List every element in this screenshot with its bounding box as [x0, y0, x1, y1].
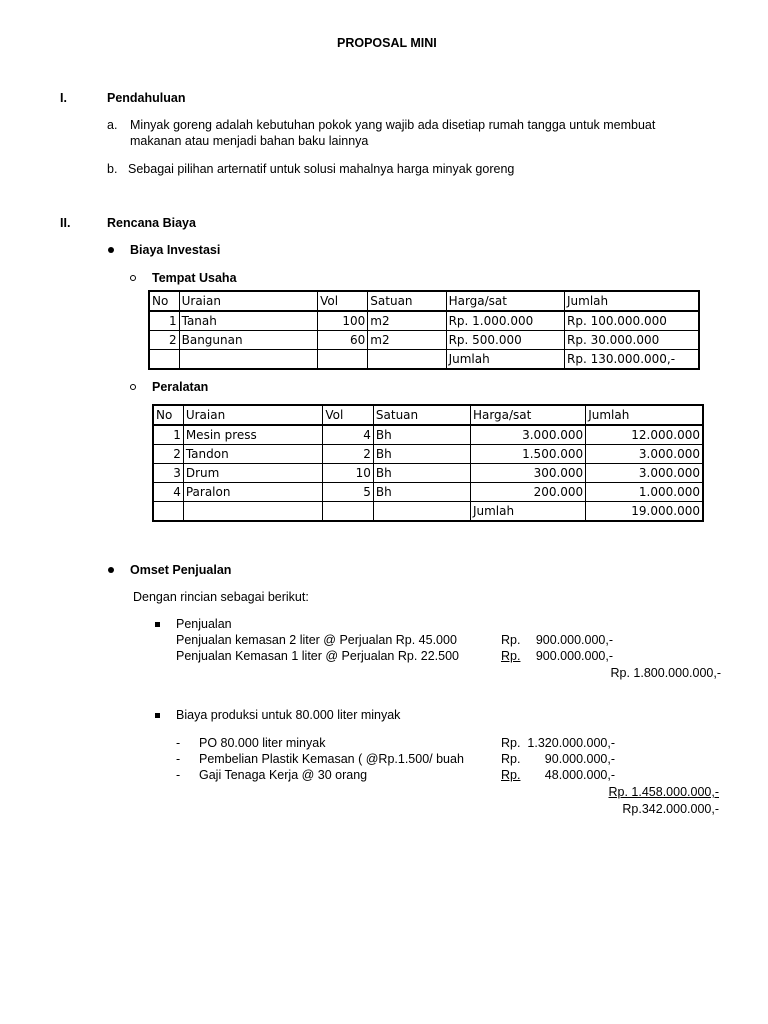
header-uraian: Uraian: [179, 291, 318, 311]
header-uraian: Uraian: [183, 405, 323, 425]
cell-jumlah: 3.000.000: [586, 464, 703, 483]
square-bullet-icon: [155, 622, 160, 627]
cell-no: 4: [153, 483, 183, 502]
bullet-icon: [108, 567, 114, 573]
header-no: No: [149, 291, 179, 311]
penjualan-line1-rp: Rp.: [501, 633, 521, 647]
page-title: PROPOSAL MINI: [337, 36, 437, 50]
item-a-line2: makanan atau menjadi bahan baku lainnya: [130, 134, 369, 148]
table-row: [149, 331, 699, 350]
cell-satuan: Bh: [373, 483, 470, 502]
produksi-item-rp: Rp.: [501, 736, 521, 750]
section-2-heading: Rencana Biaya: [107, 216, 196, 230]
header-vol: Vol: [318, 291, 368, 311]
bullet-icon: [108, 247, 114, 253]
cell-uraian: Tanah: [179, 311, 318, 331]
header-satuan: Satuan: [368, 291, 446, 311]
biaya-investasi-heading: Biaya Investasi: [130, 243, 221, 257]
produksi-item-text: Gaji Tenaga Kerja @ 30 orang: [199, 768, 368, 782]
table-row: [153, 425, 703, 445]
header-satuan: Satuan: [373, 405, 470, 425]
header-harga: Harga/sat: [470, 405, 585, 425]
section-1-number: I.: [60, 91, 67, 105]
header-no: No: [153, 405, 183, 425]
omset-intro: Dengan rincian sebagai berikut:: [133, 590, 309, 604]
cell-vol: 5: [323, 483, 374, 502]
produksi-item-text: Pembelian Plastik Kemasan ( @Rp.1.500/ buah: [199, 752, 464, 766]
cell-uraian: Paralon: [183, 483, 323, 502]
cell-no: 3: [153, 464, 183, 483]
cell-harga: Rp. 1.000.000: [446, 311, 564, 331]
peralatan-heading: Peralatan: [152, 380, 209, 394]
circle-bullet-icon: [130, 384, 136, 390]
produksi-item-value: 90.000.000,-: [544, 752, 615, 766]
cell-harga: 1.500.000: [470, 445, 585, 464]
penjualan-line1-value: 900.000.000,-: [535, 633, 613, 647]
header-jumlah: Jumlah: [586, 405, 703, 425]
cell-harga: 300.000: [470, 464, 585, 483]
item-b-text: Sebagai pilihan arternatif untuk solusi mahalnya harga minyak goreng: [128, 162, 515, 176]
header-jumlah: Jumlah: [564, 291, 699, 311]
table-row: [153, 483, 703, 502]
penjualan-line2-amount: [501, 648, 613, 664]
omset-heading: Omset Penjualan: [130, 563, 232, 577]
tempat-usaha-table: [148, 290, 700, 370]
produksi-item-value: 1.320.000.000,-: [527, 736, 615, 750]
penjualan-label: Penjualan: [176, 617, 232, 631]
total-value: 19.000.000: [586, 502, 703, 522]
table-header-row: [149, 291, 699, 311]
produksi-item-amount: [501, 767, 615, 783]
item-a-line1: Minyak goreng adalah kebutuhan pokok yang wajib ada disetiap rumah tangga untuk membuat: [130, 118, 656, 132]
produksi-heading: Biaya produksi untuk 80.000 liter minyak: [176, 708, 401, 722]
square-bullet-icon: [155, 713, 160, 718]
total-value: Rp. 130.000.000,-: [564, 350, 699, 370]
cell-jumlah: 1.000.000: [586, 483, 703, 502]
section-1-heading: Pendahuluan: [107, 91, 186, 105]
peralatan-table: [152, 404, 704, 522]
cell-vol: 4: [323, 425, 374, 445]
cell-harga: Rp. 500.000: [446, 331, 564, 350]
table-row: [149, 311, 699, 331]
total-label: Jumlah: [470, 502, 585, 522]
cell-vol: 2: [323, 445, 374, 464]
header-harga: Harga/sat: [446, 291, 564, 311]
tempat-usaha-heading: Tempat Usaha: [152, 271, 237, 285]
penjualan-line2-value: 900.000.000,-: [535, 649, 613, 663]
table-total-row: [149, 350, 699, 370]
cell-satuan: Bh: [373, 445, 470, 464]
produksi-subtotal: Rp. 1.458.000.000,-: [608, 785, 719, 799]
cell-uraian: Mesin press: [183, 425, 323, 445]
penjualan-line1: Penjualan kemasan 2 liter @ Perjualan Rp. 45.000: [176, 633, 457, 647]
cell-harga: 3.000.000: [470, 425, 585, 445]
cell-no: 2: [153, 445, 183, 464]
table-row: [153, 445, 703, 464]
penjualan-line2-rp: Rp.: [501, 649, 521, 663]
cell-no: 1: [149, 311, 179, 331]
produksi-dash: -: [176, 768, 181, 782]
cell-uraian: Drum: [183, 464, 323, 483]
header-vol: Vol: [323, 405, 374, 425]
total-label: Jumlah: [446, 350, 564, 370]
penjualan-total: Rp. 1.800.000.000,-: [610, 666, 721, 680]
table-total-row: [153, 502, 703, 522]
cell-jumlah: Rp. 100.000.000: [564, 311, 699, 331]
cell-uraian: Bangunan: [179, 331, 318, 350]
produksi-dash: -: [176, 736, 181, 750]
penjualan-line2: Penjualan Kemasan 1 liter @ Perjualan Rp. 22.500: [176, 649, 460, 663]
cell-satuan: m2: [368, 311, 446, 331]
produksi-item-rp: Rp.: [501, 768, 521, 782]
cell-satuan: Bh: [373, 425, 470, 445]
cell-jumlah: 12.000.000: [586, 425, 703, 445]
cell-harga: 200.000: [470, 483, 585, 502]
cell-jumlah: 3.000.000: [586, 445, 703, 464]
produksi-dash: -: [176, 752, 181, 766]
cell-vol: 10: [323, 464, 374, 483]
section-2-number: II.: [60, 216, 71, 230]
item-b-label: b.: [107, 162, 118, 176]
net-result: Rp.342.000.000,-: [622, 802, 719, 816]
cell-jumlah: Rp. 30.000.000: [564, 331, 699, 350]
circle-bullet-icon: [130, 275, 136, 281]
item-a-label: a.: [107, 118, 118, 132]
cell-uraian: Tandon: [183, 445, 323, 464]
cell-no: 2: [149, 331, 179, 350]
produksi-item-value: 48.000.000,-: [544, 768, 615, 782]
cell-satuan: Bh: [373, 464, 470, 483]
cell-vol: 60: [318, 331, 368, 350]
produksi-item-text: PO 80.000 liter minyak: [199, 736, 326, 750]
cell-no: 1: [153, 425, 183, 445]
table-header-row: [153, 405, 703, 425]
cell-satuan: m2: [368, 331, 446, 350]
cell-vol: 100: [318, 311, 368, 331]
table-row: [153, 464, 703, 483]
produksi-item-rp: Rp.: [501, 752, 521, 766]
